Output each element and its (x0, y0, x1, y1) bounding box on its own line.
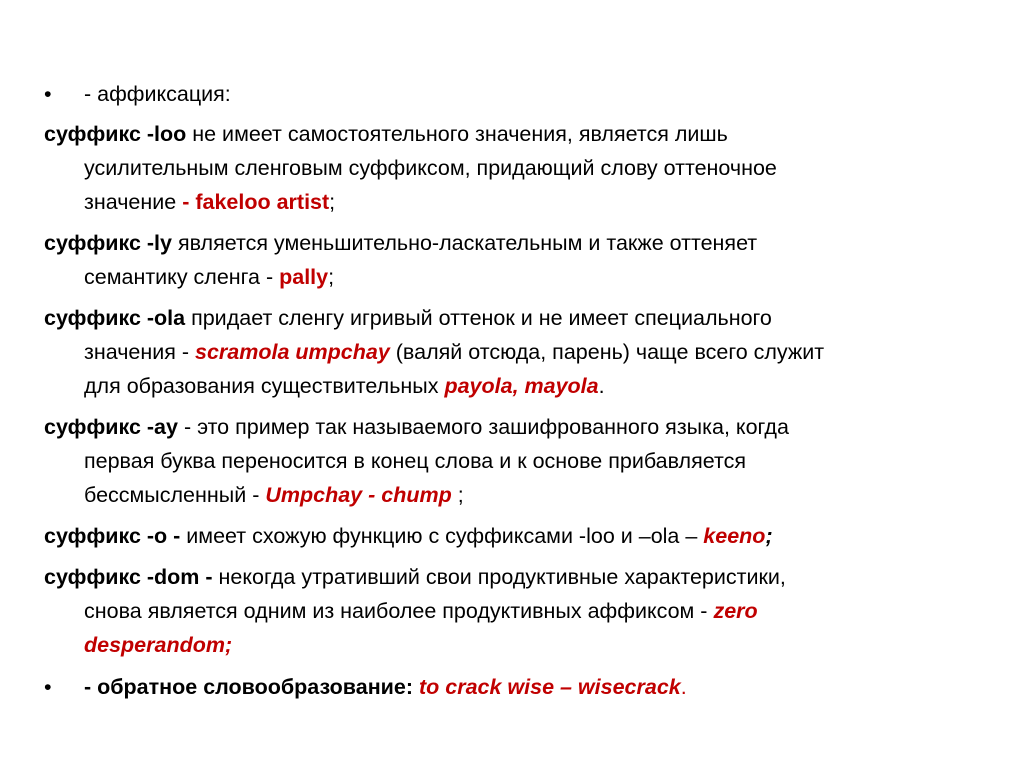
line (44, 301, 1004, 335)
line (84, 260, 1004, 294)
text: значение (84, 190, 183, 214)
line (44, 410, 1004, 444)
suffix-term: суффикс -loo (44, 122, 187, 146)
line (84, 594, 1004, 628)
text: не имеет самостоятельного значения, является лишь (186, 122, 728, 146)
line (44, 519, 1004, 553)
text: ; (328, 265, 335, 289)
text: (валяй отсюда, парень) чаще всего служит (389, 340, 825, 364)
text: . (680, 675, 687, 699)
paragraph-suffix-loo (44, 117, 1004, 219)
paragraph-suffix-dom (44, 560, 1004, 662)
example-text: to crack wise – wisecrack (418, 675, 681, 699)
line (84, 369, 1004, 403)
example-text: desperandom; (84, 633, 233, 657)
line (84, 444, 1004, 478)
line (84, 628, 1004, 662)
text: значения - (84, 340, 196, 364)
example-text: payola, mayola (444, 374, 599, 398)
text: семантику сленга - (84, 265, 280, 289)
suffix-term: суффикс -ly (44, 231, 172, 255)
text: имеет схожую функцию с суффиксами -loo и –ola – (186, 524, 704, 548)
suffix-term: суффикс -o - (44, 524, 187, 548)
line (84, 478, 1004, 512)
example-text: Umpchay - chump (265, 483, 452, 507)
paragraph-suffix-ly (44, 226, 1004, 294)
text: является уменьшительно-ласкательным и также оттеняет (171, 231, 758, 255)
back-formation-label: - обратное словообразование: (84, 675, 419, 699)
line (84, 151, 1004, 185)
text: ; (329, 190, 336, 214)
text: бессмысленный - (84, 483, 266, 507)
bullet-dot: • (44, 675, 52, 699)
example-text: keeno (703, 524, 766, 548)
line (44, 226, 1004, 260)
bullet-item-affixation (44, 77, 1004, 111)
bullet-dot: • (44, 82, 52, 106)
text: ; (451, 483, 464, 507)
text: придает сленгу игривый оттенок и не имеет специального (185, 306, 772, 330)
text: для образования существительных (84, 374, 445, 398)
text: - это пример так называемого зашифрованного языка, когда (177, 415, 789, 439)
example-text: - fakeloo artist (182, 190, 330, 214)
affixation-heading: - аффиксация: (84, 82, 231, 106)
paragraph-suffix-ay (44, 410, 1004, 512)
paragraph-suffix-o (44, 519, 1004, 553)
text: ; (765, 524, 773, 548)
example-text: scramola umpchay (195, 340, 390, 364)
text: первая буква переносится в конец слова и к основе прибавляется (84, 449, 746, 473)
line (44, 560, 1004, 594)
suffix-term: суффикс -ay (44, 415, 178, 439)
paragraph-suffix-ola (44, 301, 1004, 403)
line (84, 335, 1004, 369)
text: усилительным сленговым суффиксом, придающий слову оттеночное (84, 156, 777, 180)
suffix-term: суффикс -dom - (44, 565, 213, 589)
line (44, 117, 1004, 151)
suffix-term: суффикс -ola (44, 306, 186, 330)
text: некогда утративший свои продуктивные характеристики, (212, 565, 786, 589)
example-text: zero (713, 599, 758, 623)
text: снова является одним из наиболее продуктивных аффиксом - (84, 599, 714, 623)
line (84, 185, 1004, 219)
text: . (598, 374, 605, 398)
bullet-item-back-formation (44, 670, 1004, 704)
example-text: pally (279, 265, 329, 289)
